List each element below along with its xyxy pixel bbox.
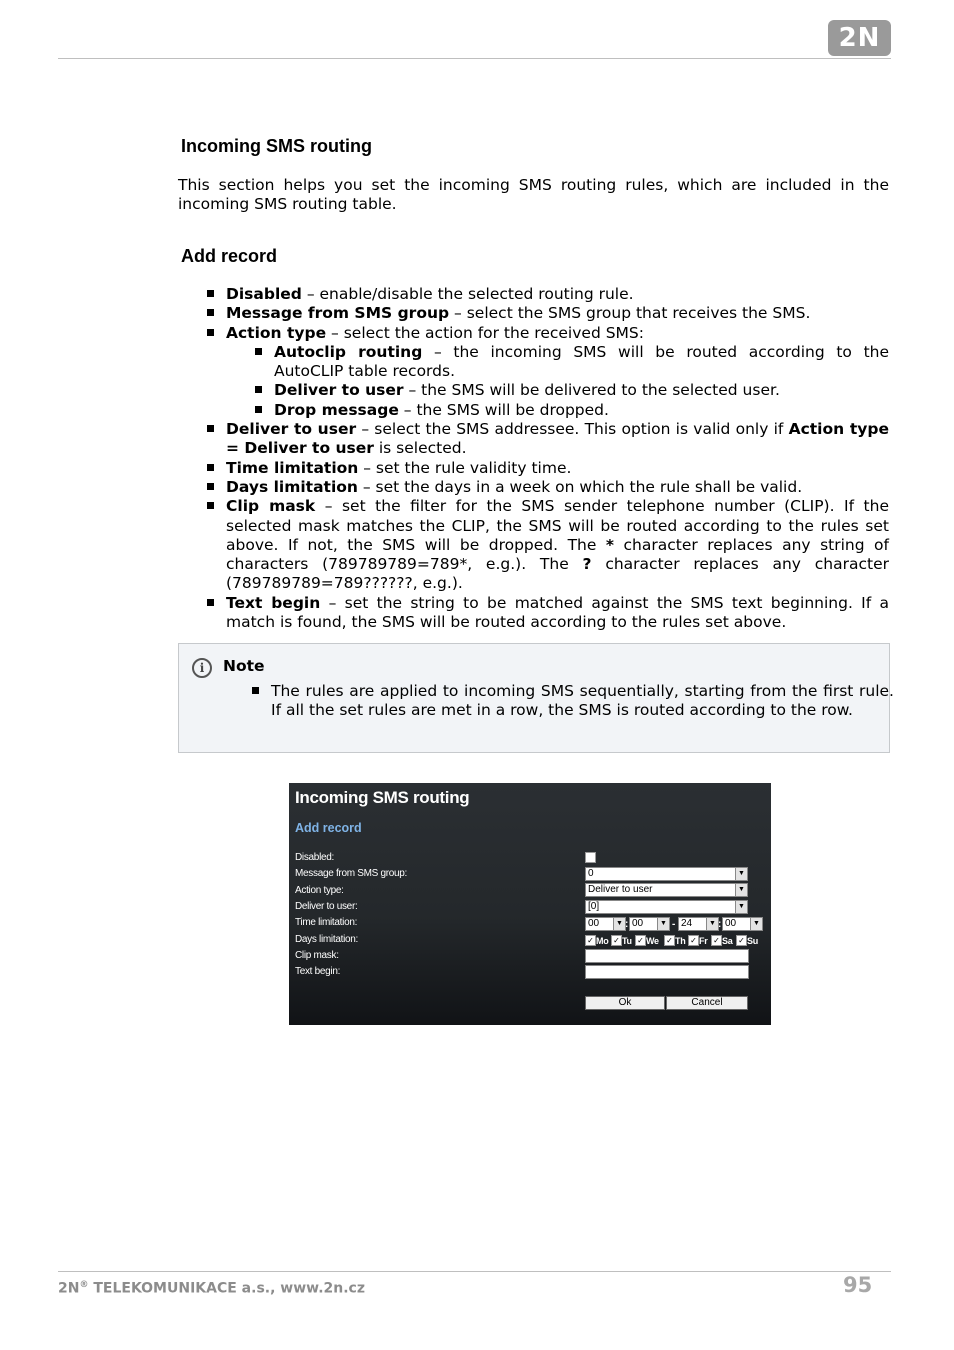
list-item bbox=[207, 478, 889, 497]
item-desc: – set the rule validity time. bbox=[358, 458, 572, 477]
day-label: Tu bbox=[622, 936, 632, 946]
item-term: Disabled bbox=[226, 285, 302, 303]
section-title: Incoming SMS routing bbox=[181, 136, 372, 156]
footer-text bbox=[58, 1280, 365, 1297]
day-checkbox-su[interactable]: ✓ bbox=[736, 935, 747, 946]
time-colon: : bbox=[718, 919, 722, 930]
item-desc: – the incoming SMS will be routed according to the AutoCLIP table records. bbox=[274, 342, 890, 381]
screenshot-panel bbox=[289, 783, 771, 1025]
brand-logo: 2N bbox=[828, 20, 891, 56]
day-label: We bbox=[646, 936, 659, 946]
clip-mask-input[interactable] bbox=[585, 949, 749, 963]
text-begin-label: Text begin: bbox=[295, 966, 341, 977]
disabled-label: Disabled: bbox=[295, 852, 334, 863]
item-desc: character replaces any string of characters (789789789=789*, e.g.). The bbox=[226, 535, 889, 574]
item-term: Action type = Deliver to user bbox=[226, 420, 889, 458]
list-item bbox=[207, 324, 889, 420]
time-to-hour-select[interactable] bbox=[678, 917, 722, 931]
item-term: ? bbox=[582, 555, 592, 574]
disabled-checkbox[interactable] bbox=[585, 852, 596, 863]
chevron-down-icon[interactable]: ▼ bbox=[735, 884, 747, 896]
note-text: The rules are applied to incoming SMS sequentially, starting from the first rule. If all the set rules are met in a row, the SMS is routed according to the row. bbox=[252, 682, 894, 721]
list-item bbox=[207, 304, 889, 323]
day-label: Fr bbox=[699, 936, 708, 946]
time-to-minute-value: 00 bbox=[725, 918, 737, 929]
group-label: Message from SMS group: bbox=[295, 868, 408, 879]
deliver-to-user-label: Deliver to user: bbox=[295, 901, 358, 912]
days-limitation-label: Days limitation: bbox=[295, 934, 358, 945]
note-box bbox=[178, 643, 894, 753]
time-to-hour-value: 24 bbox=[681, 918, 693, 929]
info-icon: i bbox=[192, 658, 212, 678]
field-description-list bbox=[207, 285, 889, 632]
action-type-value: Deliver to user bbox=[588, 884, 653, 895]
note-title: Note bbox=[223, 657, 265, 675]
time-to-minute-select[interactable] bbox=[722, 917, 763, 931]
item-term: Autoclip routing bbox=[274, 342, 423, 361]
deliver-to-user-value: [0] bbox=[588, 901, 600, 912]
deliver-to-user-select[interactable] bbox=[585, 900, 748, 914]
day-checkbox-th[interactable]: ✓ bbox=[664, 935, 675, 946]
registered-mark: ® bbox=[79, 1280, 89, 1290]
day-label: Sa bbox=[722, 936, 733, 946]
panel-subtitle: Add record bbox=[295, 821, 362, 835]
add-record-title: Add record bbox=[181, 246, 278, 266]
item-term: Message from SMS group bbox=[226, 304, 450, 323]
time-from-minute-select[interactable] bbox=[629, 917, 670, 931]
footer-company: TELEKOMUNIKACE a.s., www.2n.cz bbox=[88, 1280, 365, 1297]
action-type-select[interactable] bbox=[585, 883, 748, 897]
item-desc: – the SMS will be delivered to the selected user. bbox=[403, 381, 780, 400]
item-term: Deliver to user bbox=[274, 381, 404, 400]
item-desc: – enable/disable the selected routing rule. bbox=[301, 285, 634, 303]
item-term: Time limitation bbox=[226, 458, 359, 477]
sublist-item bbox=[255, 401, 889, 420]
day-checkbox-we[interactable]: ✓ bbox=[635, 935, 646, 946]
list-item bbox=[207, 285, 889, 304]
sublist-item bbox=[255, 343, 889, 382]
item-term: * bbox=[605, 535, 615, 554]
day-checkbox-tu[interactable]: ✓ bbox=[611, 935, 622, 946]
action-type-sublist bbox=[226, 343, 889, 420]
clip-mask-label: Clip mask: bbox=[295, 950, 339, 961]
day-checkbox-mo[interactable]: ✓ bbox=[585, 935, 596, 946]
day-checkbox-fr[interactable]: ✓ bbox=[688, 935, 699, 946]
item-desc: – select the SMS addressee. This option is valid only if bbox=[356, 420, 789, 439]
time-limitation-label: Time limitation: bbox=[295, 917, 358, 928]
sms-group-select[interactable] bbox=[585, 867, 748, 881]
item-desc: – set the filter for the SMS sender telephone number (CLIP). If the selected mask matches the CLIP, the SMS will be routed according to the rules set above. If not, the SMS will be dropped. The bbox=[226, 497, 889, 554]
item-term: Deliver to user bbox=[226, 420, 357, 439]
footer-brand: 2N bbox=[58, 1280, 80, 1297]
day-checkbox-sa[interactable]: ✓ bbox=[711, 935, 722, 946]
item-desc: – set the string to be matched against the SMS text beginning. If a match is found, the SMS will be routed according to the rules set above. bbox=[226, 593, 889, 632]
time-from-hour-select[interactable] bbox=[585, 917, 629, 931]
action-type-label: Action type: bbox=[295, 885, 344, 896]
intro-paragraph: This section helps you set the incoming SMS routing rules, which are included in the incoming SMS routing table. bbox=[178, 176, 889, 214]
sms-group-value: 0 bbox=[588, 868, 594, 879]
item-term: Drop message bbox=[274, 400, 399, 419]
time-from-minute-value: 00 bbox=[632, 918, 644, 929]
chevron-down-icon[interactable]: ▼ bbox=[735, 901, 747, 913]
item-desc: – the SMS will be dropped. bbox=[398, 400, 609, 419]
day-label: Mo bbox=[596, 936, 609, 946]
time-dash: - bbox=[672, 919, 676, 930]
chevron-down-icon[interactable]: ▼ bbox=[706, 918, 718, 930]
chevron-down-icon[interactable]: ▼ bbox=[657, 918, 669, 930]
text-begin-input[interactable] bbox=[585, 965, 749, 979]
item-term: Clip mask bbox=[226, 497, 316, 516]
header-divider bbox=[58, 58, 891, 59]
item-desc: – select the action for the received SMS: bbox=[326, 323, 644, 342]
time-colon: : bbox=[625, 919, 629, 930]
item-term: Days limitation bbox=[226, 477, 358, 496]
ok-button[interactable]: Ok bbox=[585, 996, 665, 1010]
panel-title: Incoming SMS routing bbox=[295, 788, 470, 807]
list-item bbox=[207, 459, 889, 478]
item-desc: – set the days in a week on which the rule shall be valid. bbox=[357, 477, 803, 496]
item-term: Action type bbox=[226, 323, 327, 342]
day-label: Su bbox=[747, 936, 758, 946]
chevron-down-icon[interactable]: ▼ bbox=[750, 918, 762, 930]
cancel-button[interactable]: Cancel bbox=[666, 996, 748, 1010]
item-term: Text begin bbox=[226, 593, 321, 612]
item-desc: – select the SMS group that receives the SMS. bbox=[449, 304, 811, 323]
footer-divider bbox=[58, 1271, 891, 1272]
day-label: Th bbox=[675, 936, 686, 946]
list-item bbox=[207, 594, 889, 633]
chevron-down-icon[interactable]: ▼ bbox=[613, 918, 625, 930]
list-item bbox=[207, 420, 889, 459]
time-from-hour-value: 00 bbox=[588, 918, 600, 929]
item-desc: is selected. bbox=[373, 439, 467, 458]
chevron-down-icon[interactable]: ▼ bbox=[735, 868, 747, 880]
sublist-item bbox=[255, 381, 889, 400]
item-desc: character replaces any character (789789789=789??????, e.g.). bbox=[226, 555, 889, 593]
list-item bbox=[207, 497, 889, 593]
page-number: 95 bbox=[843, 1273, 873, 1297]
